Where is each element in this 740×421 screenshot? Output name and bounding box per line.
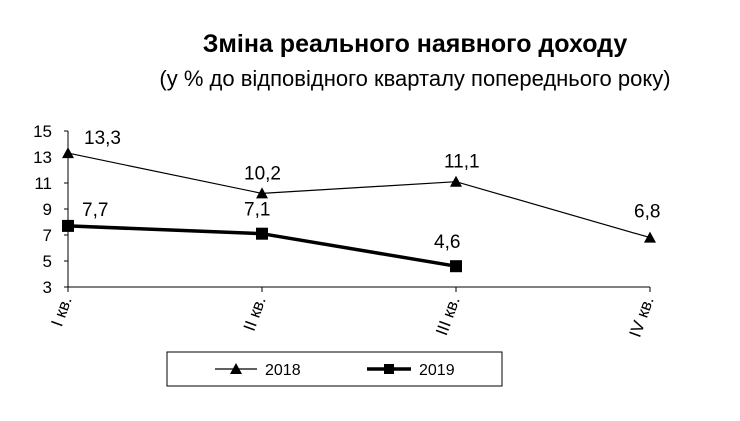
point-2019-2: [450, 260, 462, 272]
data-label-2018-0: 13,3: [84, 128, 121, 150]
y-tick-label: 13: [33, 148, 52, 167]
data-label-2018-1: 10,2: [244, 163, 281, 185]
legend-marker-2019: [384, 364, 394, 374]
y-tick-label: 5: [42, 252, 52, 271]
data-label-2019-2: 4,6: [434, 232, 461, 254]
y-tick-label: 7: [42, 226, 52, 245]
point-2019-0: [62, 220, 74, 232]
y-tick-label: 3: [42, 278, 52, 297]
data-label-2019-0: 7,7: [82, 199, 109, 221]
y-tick-label: 15: [33, 122, 52, 141]
y-tick-label: 11: [34, 174, 52, 193]
point-2018-2: [450, 176, 462, 187]
data-label-2019-1: 7,1: [244, 199, 271, 221]
legend-label-2019: 2019: [419, 362, 455, 379]
point-2018-3: [644, 232, 656, 243]
chart-subtitle: (у % до відповідного кварталу попереднього року): [159, 66, 671, 91]
chart-title: Зміна реального наявного доходу: [202, 30, 628, 58]
y-tick-label: 9: [42, 200, 52, 219]
x-tick-label: IV кв.: [625, 293, 658, 340]
series-line-2018: [68, 153, 650, 238]
x-tick-label: III кв.: [432, 293, 464, 339]
x-tick-label: II кв.: [239, 293, 270, 334]
data-label-2018-2: 11,1: [444, 151, 480, 173]
legend-label-2018: 2018: [265, 362, 301, 379]
x-tick-label: I кв.: [47, 293, 76, 330]
point-2019-1: [256, 228, 268, 240]
point-2018-0: [62, 147, 74, 158]
data-label-2018-3: 6,8: [634, 201, 661, 223]
